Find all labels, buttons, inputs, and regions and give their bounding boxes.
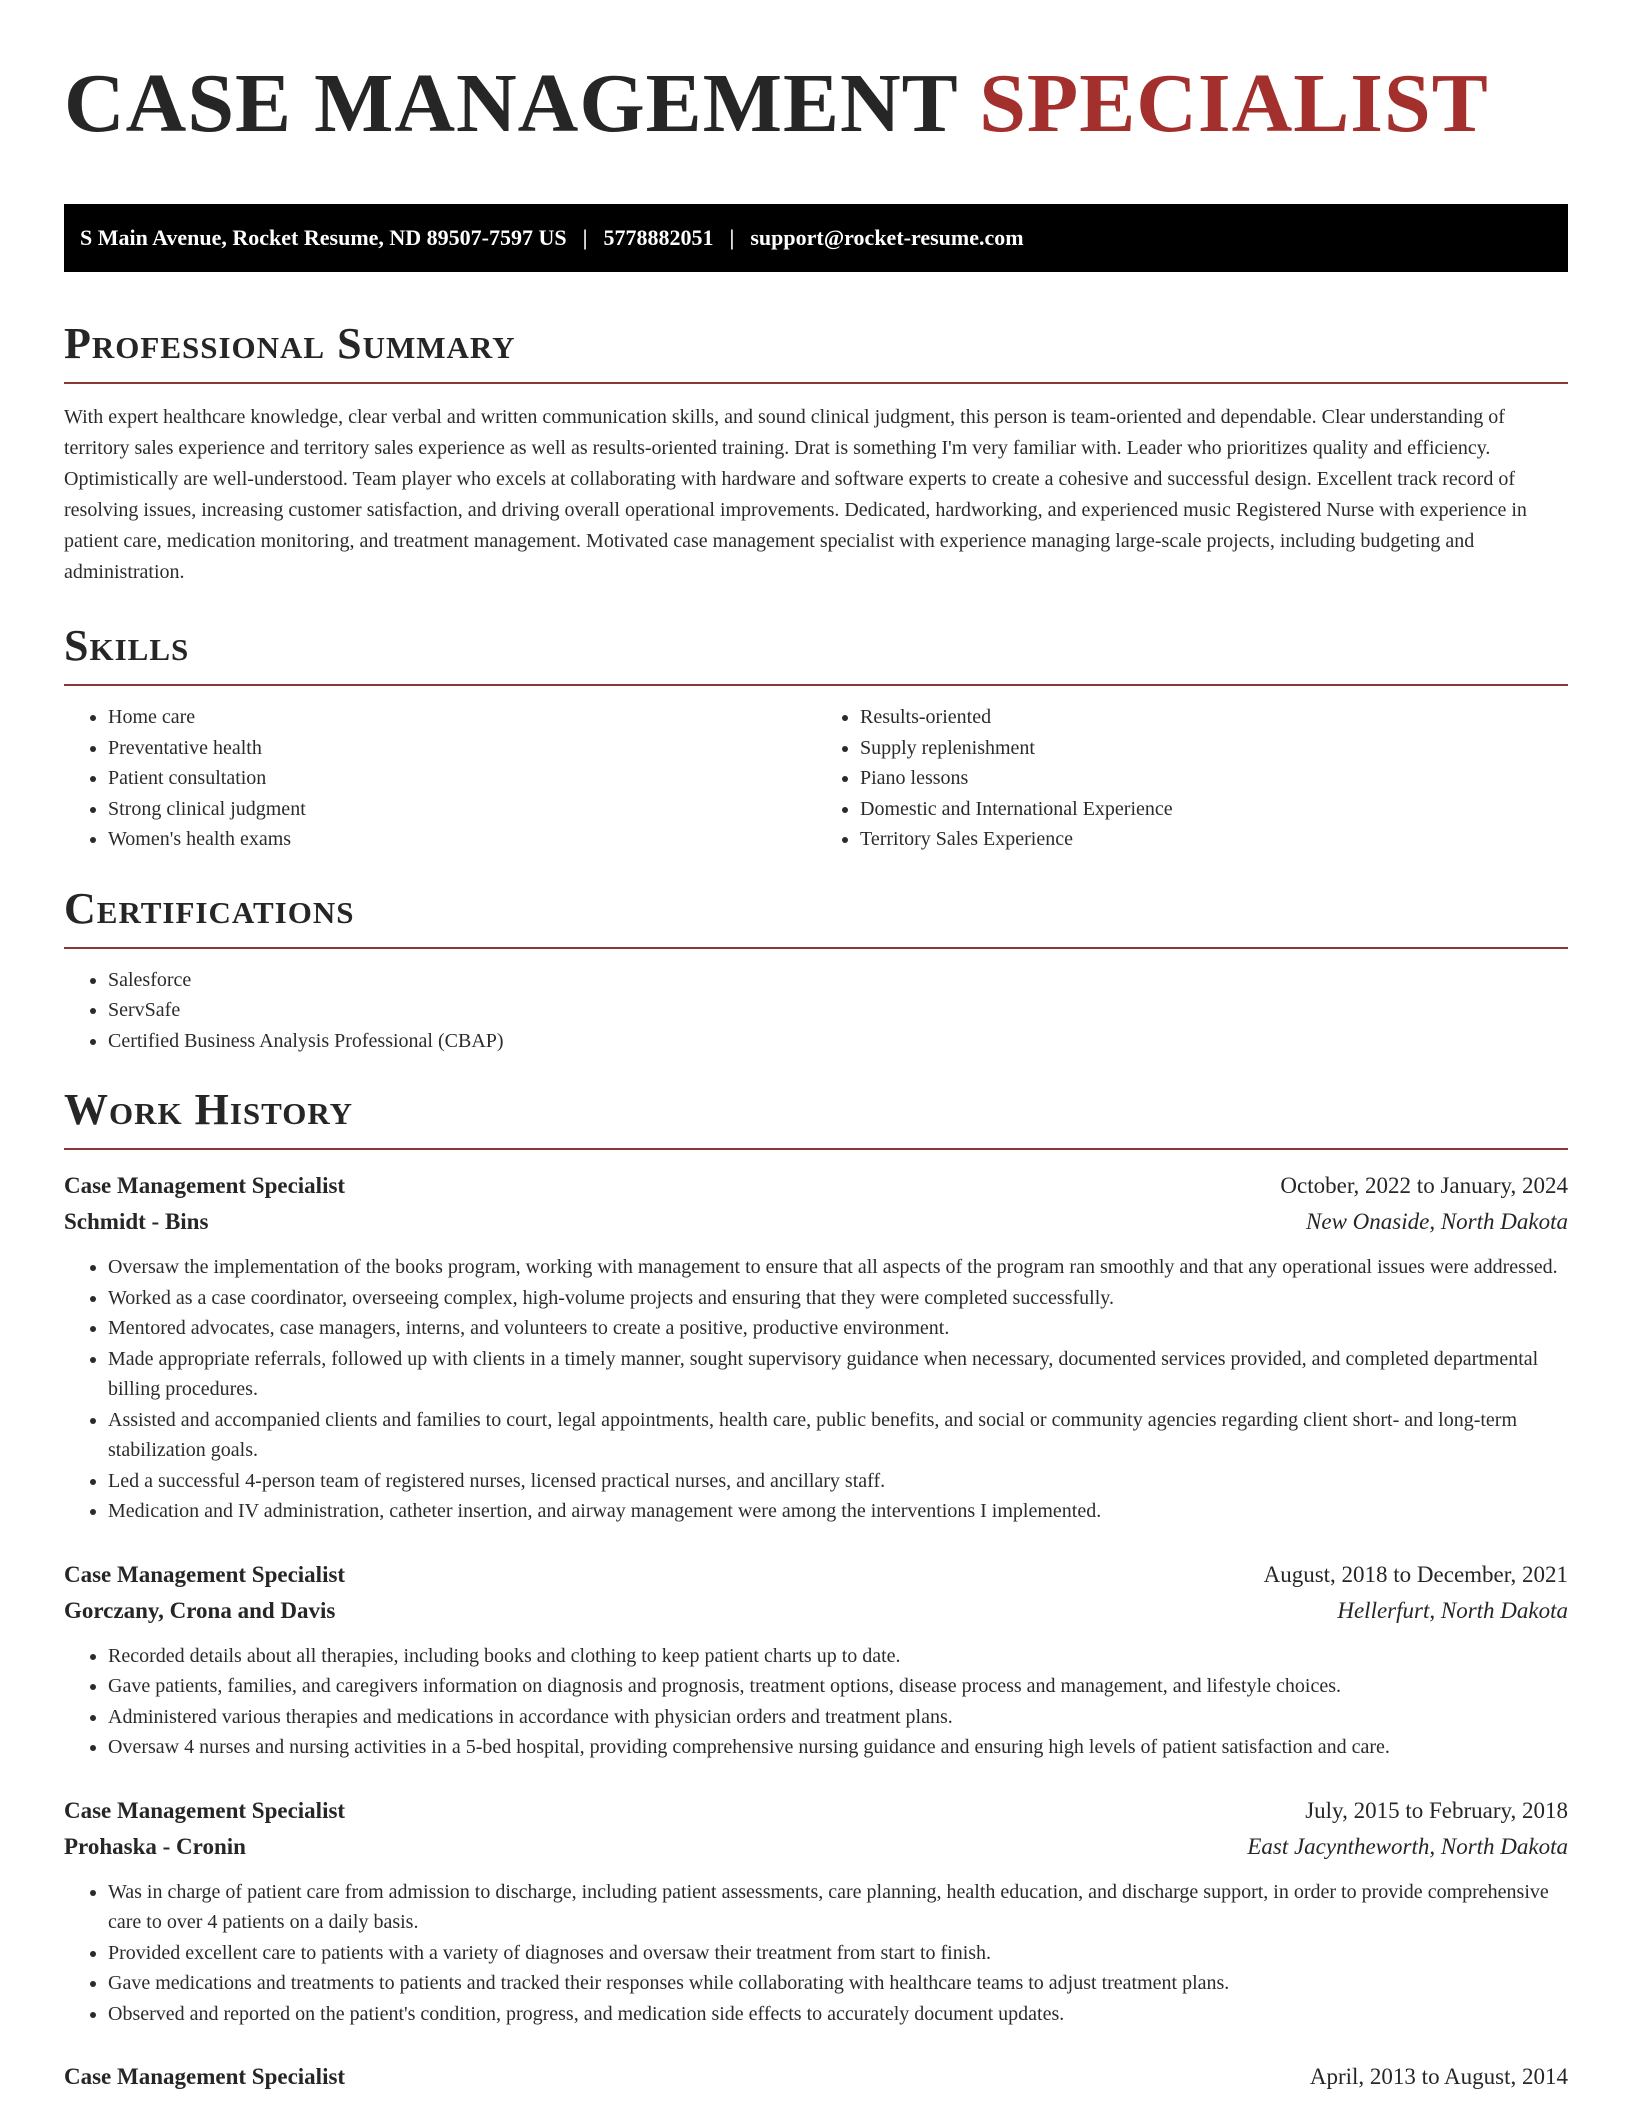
skills-grid [64, 702, 1568, 855]
job-company-row [64, 1829, 1568, 1865]
certification-item: • ServSafe [108, 995, 1568, 1026]
job-bullet: • Observed and reported on the patient's condition, progress, and medication side effects to accurately document updates. [108, 1999, 1568, 2030]
contact-phone: 5778882051 [603, 225, 714, 250]
summary-heading: Professional Summary [64, 319, 516, 368]
job-location: New Onaside, North Dakota [1306, 1209, 1568, 1234]
job-header-row [64, 1793, 1568, 1829]
skills-heading: Skills [64, 621, 190, 670]
job-bullet: • Was in charge of patient care from admission to discharge, including patient assessments, care planning, health education, and discharge support, in order to provide comprehensive care to over 4 patients on a daily basis. [108, 1877, 1568, 1938]
job-bullet: • Mentored advocates, case managers, interns, and volunteers to create a positive, productive environment. [108, 1313, 1568, 1344]
title-main: CASE MANAGEMENT [64, 57, 958, 150]
job-bullet: • Administered various therapies and medications in accordance with physician orders and treatment plans. [108, 1702, 1568, 1733]
job-title: Case Management Specialist [64, 1561, 346, 1587]
section-divider [64, 947, 1568, 949]
certifications-heading: Certifications [64, 883, 355, 933]
job-bullet: • Oversaw 4 nurses and nursing activities in a 5-bed hospital, providing comprehensive nursing guidance and ensuring high levels of patient satisfaction and care. [108, 1732, 1568, 1763]
job-company: Gorczany, Crona and Davis [64, 1597, 336, 1623]
job-bullet: • Recorded details about all therapies, including books and clothing to keep patient charts up to date. [108, 1641, 1568, 1672]
skill-item: • Supply replenishment [860, 733, 1568, 764]
job-entry [64, 1168, 1568, 1527]
skills-list-left [64, 702, 816, 855]
skill-item: • Results-oriented [860, 702, 1568, 733]
job-title: Case Management Specialist [64, 2064, 346, 2089]
skills-list-right [816, 702, 1568, 855]
job-header-row [64, 1557, 1568, 1593]
job-bullets [64, 1641, 1568, 1763]
contact-address: S Main Avenue, Rocket Resume, ND 89507-7597 US [80, 225, 567, 250]
title-accent: SPECIALIST [979, 57, 1489, 150]
job-bullets [64, 1252, 1568, 1527]
job-bullet: • Medication and IV administration, catheter insertion, and airway management were among the interventions I implemented. [108, 1496, 1568, 1527]
section-divider [64, 684, 1568, 686]
job-bullet: • Worked as a case coordinator, overseeing complex, high-volume projects and ensuring that they were completed successfully. [108, 1283, 1568, 1314]
summary-section [64, 318, 1568, 588]
job-company-row [64, 1204, 1568, 1240]
job-bullets [64, 1877, 1568, 2030]
certification-item: • Salesforce [108, 965, 1568, 996]
skill-item: • Strong clinical judgment [108, 794, 816, 825]
skill-item: • Patient consultation [108, 763, 816, 794]
contact-separator: | [729, 225, 735, 250]
skills-section [64, 620, 1568, 855]
skill-item: • Territory Sales Experience [860, 824, 1568, 855]
job-bullet: • Gave medications and treatments to patients and tracked their responses while collaborating with healthcare teams to adjust treatment plans. [108, 1968, 1568, 1999]
job-bullet: • Provided excellent care to patients with a variety of diagnoses and oversaw their treatment from start to finish. [108, 1938, 1568, 1969]
job-bullet: • Assisted and accompanied clients and families to court, legal appointments, health care, public benefits, and social or community agencies regarding client short- and long-term stabilization goals. [108, 1405, 1568, 1466]
job-header-row [64, 2059, 1568, 2095]
job-title: Case Management Specialist [64, 1797, 346, 1823]
job-bullet: • Gave patients, families, and caregivers information on diagnosis and prognosis, treatment options, disease process and management, and lifestyle choices. [108, 1671, 1568, 1702]
work-history-heading: Work History [64, 1085, 354, 1134]
job-company: Schmidt - Bins [64, 1209, 209, 1234]
job-location: Hellerfurt, North Dakota [1337, 1597, 1568, 1623]
job-dates: August, 2018 to December, 2021 [1263, 1561, 1568, 1587]
skill-item: • Domestic and International Experience [860, 794, 1568, 825]
summary-text: With expert healthcare knowledge, clear verbal and written communication skills, and sound clinical judgment, this person is team-oriented and dependable. Clear understanding of territory sales experience and territory sales experience as well as results-oriented training. Drat is something I'm very familiar with. Leader who prioritizes quality and efficiency. Optimistically are well-understood. Team player who excels at collaborating with hardware and software experts to create a cohesive and successful design. Excellent track record of resolving issues, increasing customer satisfaction, and driving overall operational improvements. Dedicated, hardworking, and experienced music Registered Nurse with experience in patient care, medication monitoring, and treatment management. Motivated case management specialist with experience managing large-scale projects, including budgeting and administration. [64, 406, 1527, 583]
work-history-section [64, 1084, 1568, 2095]
job-entry [64, 1557, 1568, 1763]
job-dates: July, 2015 to February, 2018 [1305, 1797, 1568, 1823]
job-company-row [64, 1593, 1568, 1629]
certification-item: • Certified Business Analysis Professional (CBAP) [108, 1026, 1568, 1057]
skill-item: • Piano lessons [860, 763, 1568, 794]
job-bullet: • Led a successful 4-person team of registered nurses, licensed practical nurses, and ancillary staff. [108, 1466, 1568, 1497]
job-dates: October, 2022 to January, 2024 [1280, 1173, 1568, 1198]
contact-bar [64, 204, 1568, 272]
resume-title [64, 52, 1568, 156]
job-location: East Jacyntheworth, North Dakota [1247, 1833, 1568, 1859]
certifications-list [64, 965, 1568, 1057]
job-entry [64, 2059, 1568, 2095]
skill-item: • Women's health exams [108, 824, 816, 855]
contact-separator: | [582, 225, 588, 250]
job-bullet: • Oversaw the implementation of the books program, working with management to ensure that all aspects of the program ran smoothly and that any operational issues were addressed. [108, 1252, 1568, 1283]
job-dates: April, 2013 to August, 2014 [1309, 2064, 1568, 2089]
job-title: Case Management Specialist [64, 1173, 346, 1198]
job-entry [64, 1793, 1568, 2030]
section-divider [64, 382, 1568, 384]
job-company: Prohaska - Cronin [64, 1833, 246, 1859]
section-divider [64, 1148, 1568, 1150]
certifications-section [64, 883, 1568, 1057]
contact-email: support@rocket-resume.com [750, 225, 1024, 250]
skill-item: • Preventative health [108, 733, 816, 764]
job-header-row [64, 1168, 1568, 1204]
job-bullet: • Made appropriate referrals, followed up with clients in a timely manner, sought supervisory guidance when necessary, documented services provided, and completed departmental billing procedures. [108, 1344, 1568, 1405]
skill-item: • Home care [108, 702, 816, 733]
